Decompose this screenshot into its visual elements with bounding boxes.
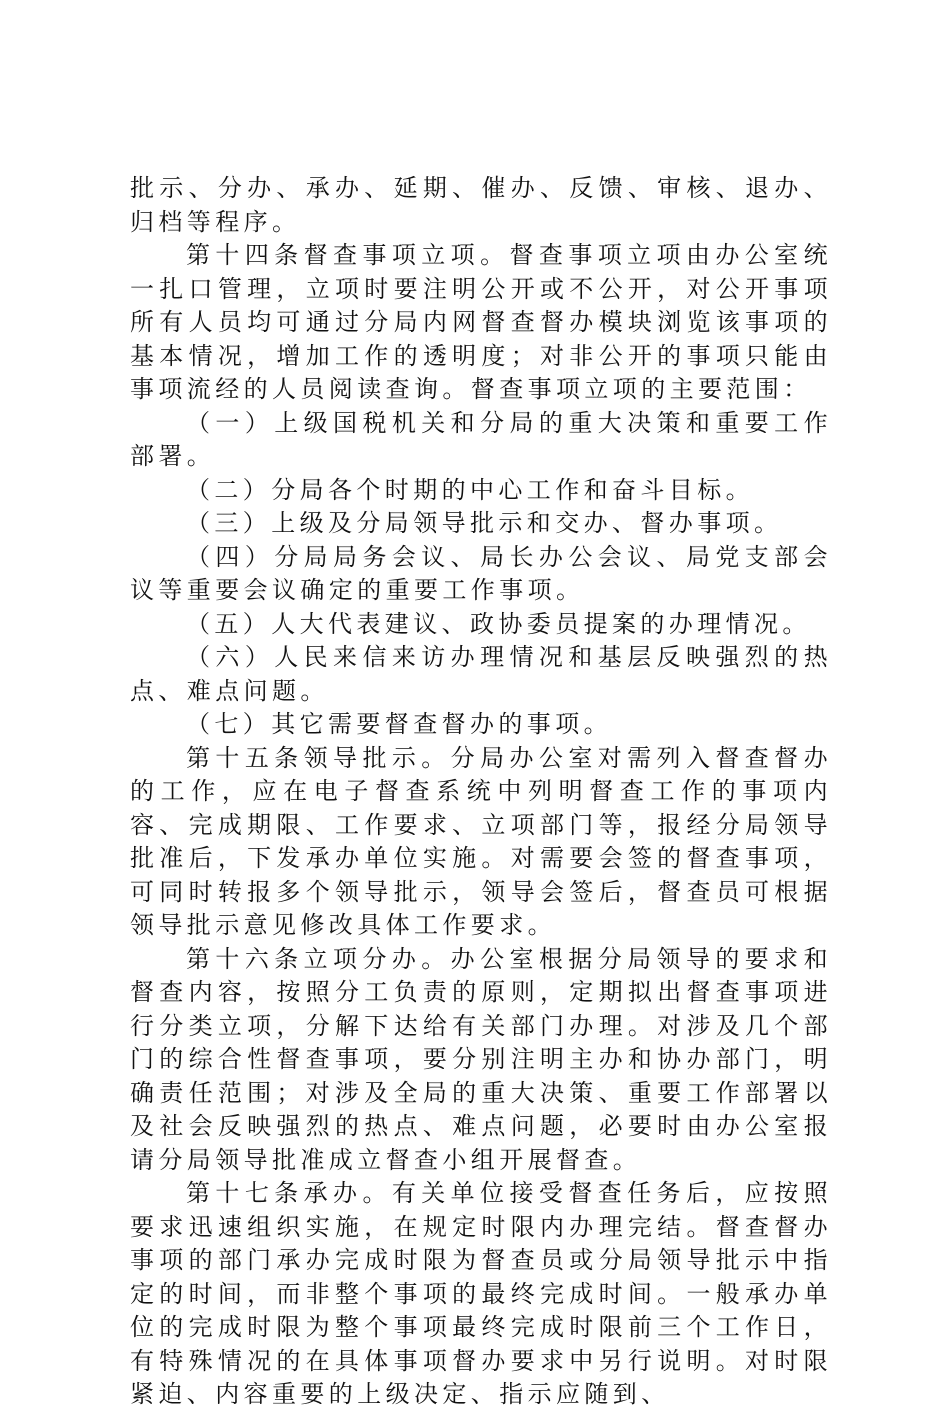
document-body (130, 172, 832, 1412)
list-item-3: （三）上级及分局领导批示和交办、督办事项。 (186, 509, 783, 537)
paragraph-procedure-list: 批示、分办、承办、延期、催办、反馈、审核、退办、归档等程序。 (130, 174, 832, 236)
paragraph-article-14: 第十四条督查事项立项。督查事项立项由办公室统一扎口管理，立项时要注明公开或不公开，对公开事项所有人员均可通过分局内网督查督办模块浏览该事项的基本情况，增加工作的透明度；对非公开的事项只能由事项流经的人员阅读查询。督查事项立项的主要范围： (130, 241, 832, 403)
paragraph-article-15: 第十五条领导批示。分局办公室对需列入督查督办的工作，应在电子督查系统中列明督查工作的事项内容、完成期限、工作要求、立项部门等，报经分局领导批准后，下发承办单位实施。对需要会签的督查事项，可同时转报多个领导批示，领导会签后，督查员可根据领导批示意见修改具体工作要求。 (130, 743, 832, 939)
paragraph-article-16: 第十六条立项分办。办公室根据分局领导的要求和督查内容，按照分工负责的原则，定期拟出督查事项进行分类立项，分解下达给有关部门办理。对涉及几个部门的综合性督查事项，要分别注明主办和协办部门，明确责任范围；对涉及全局的重大决策、重要工作部署以及社会反映强烈的热点、难点问题，必要时由办公室报请分局领导批准成立督查小组开展督查。 (130, 944, 832, 1174)
list-item-1: （一）上级国税机关和分局的重大决策和重要工作部署。 (130, 408, 832, 470)
paragraph-article-17: 第十七条承办。有关单位接受督查任务后，应按照要求迅速组织实施，在规定时限内办理完结。督查督办事项的部门承办完成时限为督查员或分局领导批示中指定的时间，而非整个事项的最终完成时间。一般承办单位的完成时限为整个事项最终完成时限前三个工作日，有特殊情况的在具体事项督办要求中另行说明。对时限紧迫、内容重要的上级决定、指示应随到、 (130, 1179, 832, 1408)
list-item-6: （六）人民来信来访办理情况和基层反映强烈的热点、难点问题。 (130, 643, 832, 705)
list-item-5: （五）人大代表建议、政协委员提案的办理情况。 (186, 609, 811, 638)
list-item-4: （四）分局局务会议、局长办公会议、局党支部会议等重要会议确定的重要工作事项。 (130, 542, 832, 604)
list-item-7: （七）其它需要督查督办的事项。 (186, 710, 612, 738)
list-item-2: （二）分局各个时期的中心工作和奋斗目标。 (186, 475, 754, 504)
